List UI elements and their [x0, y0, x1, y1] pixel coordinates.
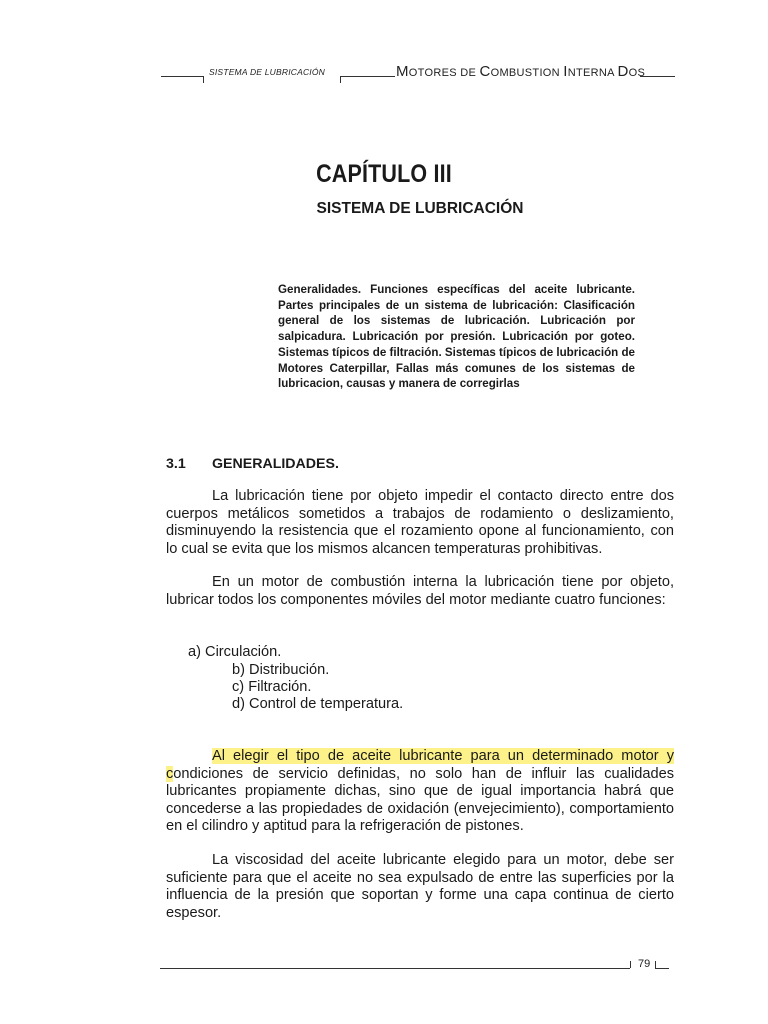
footer-rule-tick-left: [630, 961, 631, 968]
paragraph-oil-selection-rest: ondiciones de servicio definidas, no solo han de influir las cualidades lubricantes propiamente dichas, sino que de igual importancia habrá que concederse a las propiedades de oxidación (envejecimiento), comportamiento en el cilindro y aptitud para la refrigeración de pistones.: [166, 765, 674, 835]
section-title: GENERALIDADES.: [212, 456, 339, 472]
chapter-title: CAPÍTULO III: [316, 160, 452, 188]
header-right-title: [396, 63, 645, 80]
paragraph-lubrication-purpose: La lubricación tiene por objeto impedir el contacto directo entre dos cuerpos metálicos sometidos a trabajos de rodamiento o deslizamiento, disminuyendo la resistencia que el rozamiento opone al funcionamiento, con lo cual se evita que los mismos alcancen temperaturas prohibitivas.: [166, 488, 674, 557]
page-number: 79: [638, 958, 651, 970]
header-rule-middle: [340, 76, 395, 77]
footer-rule-tick-right: [655, 961, 656, 968]
header-rule-tick-middle: [340, 76, 341, 83]
header-right-initial: D: [617, 63, 629, 80]
footer-rule-right: [655, 968, 669, 969]
header-right-word: OMBUSTION: [490, 67, 564, 79]
footer-rule-left: [160, 968, 630, 969]
header-right-initial: I: [563, 63, 568, 80]
list-item-circulation: a) Circulación.: [188, 644, 282, 660]
header-right-word: OS: [628, 67, 646, 79]
header-right-word: OTORES DE: [408, 67, 480, 79]
header-right-word: NTERNA: [567, 67, 618, 79]
list-item-distribution: b) Distribución.: [232, 662, 330, 678]
section-number: 3.1: [166, 456, 186, 472]
header-left-title: SISTEMA DE LUBRICACIÓN: [209, 67, 326, 77]
header-right-initial: C: [479, 63, 491, 80]
chapter-subtitle: SISTEMA DE LUBRICACIÓN: [316, 200, 524, 217]
chapter-summary: Generalidades. Funciones específicas del aceite lubricante. Partes principales de un sistema de lubricación: Clasificación general de los sistemas de lubricación. Lubricación por salpicadura. Lubricación por presión. Lubricación por goteo. Sistemas típicos de filtración. Sistemas típicos de lubricación de Motores Caterpillar, Fallas más comunes de los sistemas de lubricacion, causas y manera de corregirlas: [278, 283, 635, 391]
header-rule-tick-left: [203, 76, 204, 83]
paragraph-viscosity: La viscosidad del aceite lubricante elegido para un motor, debe ser suficiente para que el aceite no sea expulsado de entre las superficies por la influencia de la presión que soportan y forme una capa continua de cierto espesor.: [166, 852, 674, 921]
highlighted-text: Al elegir el tipo de aceite lubricante para un determinado motor y c: [166, 748, 674, 782]
list-item-filtration: c) Filtración.: [232, 679, 312, 695]
header-right-initial: M: [396, 63, 409, 80]
header-rule-right: [640, 76, 675, 77]
header-rule-left: [161, 76, 203, 77]
paragraph-oil-selection: [166, 748, 674, 836]
list-item-temperature-control: d) Control de temperatura.: [232, 696, 404, 712]
paragraph-engine-lubrication: En un motor de combustión interna la lubricación tiene por objeto, lubricar todos los componentes móviles del motor mediante cuatro funciones:: [166, 574, 674, 608]
